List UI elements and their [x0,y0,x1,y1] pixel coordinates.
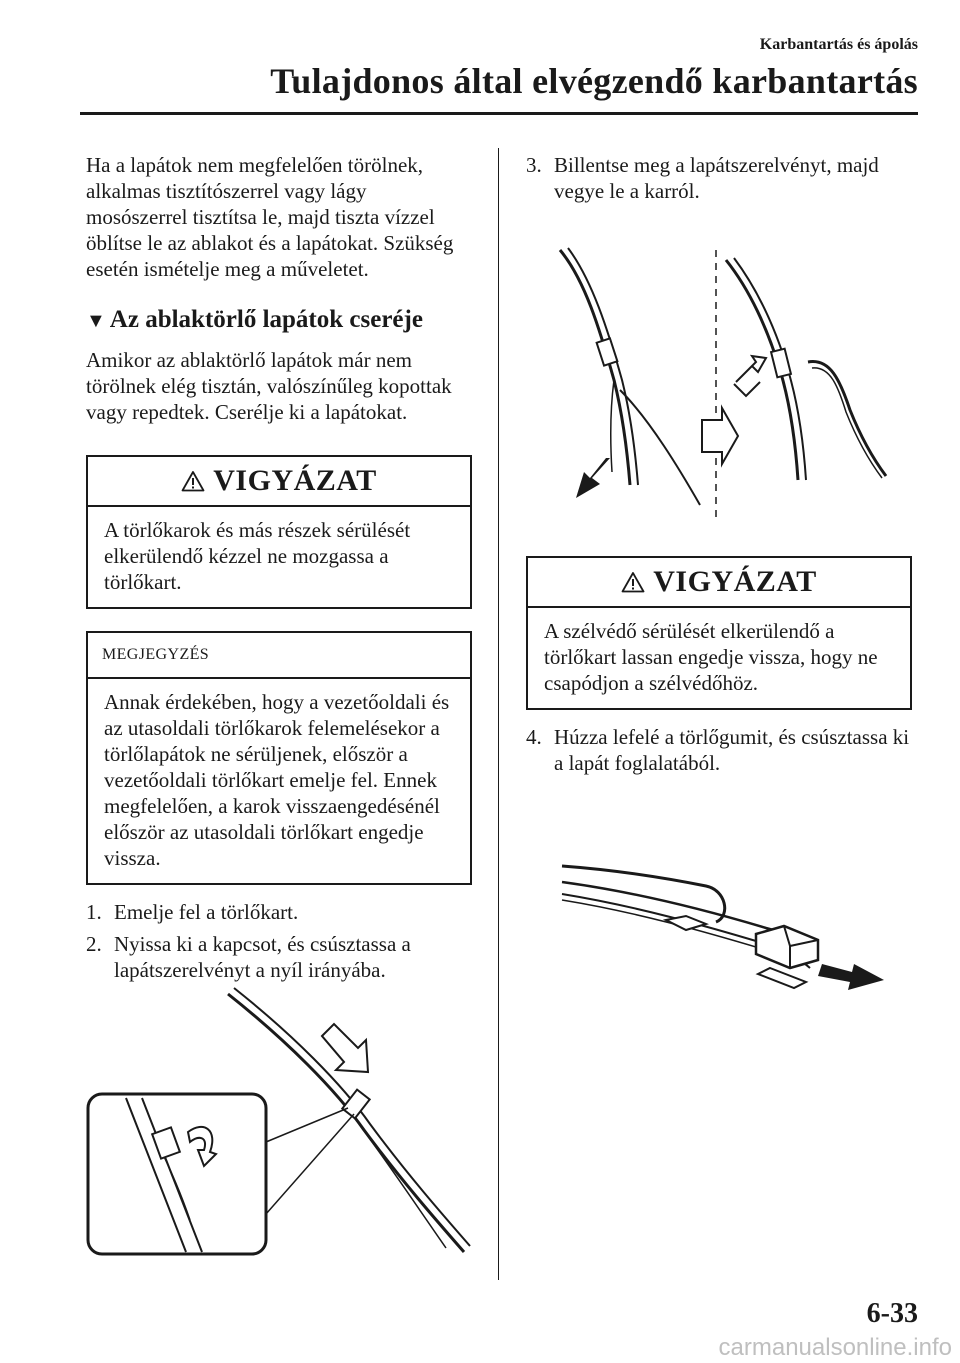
move-arrow-icon [576,458,610,498]
right-column [526,152,918,210]
caution-body: A szélvédő sérülését elkerülendő a törlőkart lassan engedje vissza, hogy ne csapódjon a szélvédőhöz. [544,619,878,695]
caution-title: VIGYÁZAT [213,464,377,497]
right-lower-block [526,556,912,782]
note-box [86,631,472,885]
section-subheading [86,304,472,337]
list-item: 4. Húzza lefelé a törlőgumit, és csúsztassa ki a lapát foglalatából. [526,725,910,775]
page-title: Tulajdonos által elvégzendő karbantartás [270,61,918,101]
left-column [86,152,472,989]
list-item: 2. Nyissa ki a kapcsot, és csúsztassa a lapátszerelvényt a nyíl irányába. [86,932,411,982]
page-number: 6-33 [866,1298,918,1329]
step-list [86,899,472,983]
list-item: 3. Billentse meg a lapátszerelvényt, majd vegye le a karról. [526,153,879,203]
rubber-removal-illustration [556,856,896,1006]
intro-paragraph: Ha a lapátok nem megfelelően törölnek, alkalmas tisztítószerrel vagy lágy mosószerrel tisztítsa le, majd tiszta vízzel öblítse le az ablakot és a lapátokat. Szükség esetén ismételje meg a műveletet. [86,153,454,281]
caution-header [528,558,910,608]
caution-title: VIGYÁZAT [653,565,817,598]
step-list [526,152,918,204]
warning-icon [181,470,205,492]
caution-box-1 [86,455,472,609]
header-divider [80,112,918,115]
next-step-arrow-icon [702,408,738,464]
blade-removal-illustration [540,240,920,530]
caution-box-2 [526,556,912,710]
note-title: MEGJEGYZÉS [88,633,470,679]
caution-header [88,457,470,507]
list-item: 1. Emelje fel a törlőkart. [86,900,299,924]
subheading-text: Az ablaktörlő lapátok cseréje [109,306,423,333]
warning-icon [621,571,645,593]
triangle-marker-icon: ▼ [86,310,106,332]
section-name: Karbantartás és ápolás [759,36,918,53]
tilt-arrow-icon [734,356,766,396]
watermark: carmanualsonline.info [718,1334,952,1361]
pull-arrow-icon [818,964,884,990]
step-list [526,724,912,776]
note-body: Annak érdekében, hogy a vezetőoldali és az utasoldali törlőkarok felemelésekor a törlőlapátok ne sérüljenek, először a vezetőoldali törlőkart emelje fel. Ennek megfelelően, a karok visszaengedésénél először az utasoldali törlőkart engedje vissza. [104,690,450,870]
column-divider [498,148,499,1280]
replace-paragraph: Amikor az ablaktörlő lapátok már nem törölnek elég tisztán, valószínűleg kopottak vagy repedtek. Cserélje ki a lapátokat. [86,348,452,424]
clip-release-illustration [86,980,486,1260]
caution-body: A törlőkarok és más részek sérülését elkerülendő kézzel ne mozgassa a törlőkart. [104,518,411,594]
slide-arrow-icon [322,1024,368,1072]
blade-holder [756,926,818,968]
